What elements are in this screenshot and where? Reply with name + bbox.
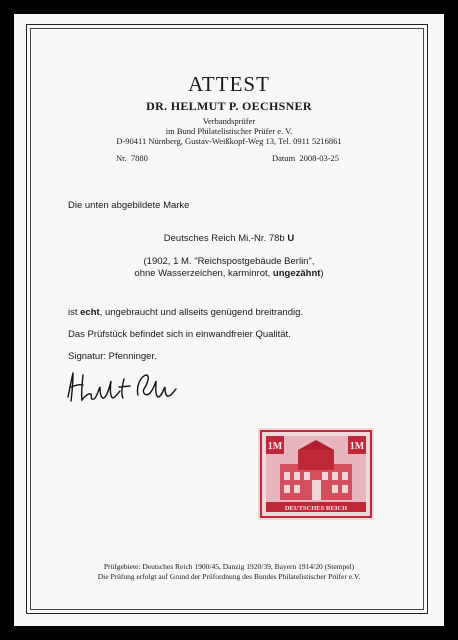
examiner-role: Verbandsprüfer [202,116,256,126]
stamp-denomination-right: 1M [349,441,365,452]
verdict-text [68,307,303,318]
date-label: Datum [272,153,296,163]
stamp-image [258,428,374,520]
signature-label: Signatur: Pfenninger. [68,351,157,362]
stamp-caption: DEUTSCHES REICH [284,505,348,512]
verdict-bold: echt [80,307,100,318]
certificate-date [272,153,339,163]
footer-line-2: Die Prüfung erfolgt auf Grund der Prüfordnung des Bundes Philatelistischer Prüfer e.V. [97,572,361,581]
stamp-catalog-number: Deutsches Reich Mi.-Nr. 78b [163,233,285,244]
certificate-title: ATTEST [188,72,270,96]
verdict-rest: , ungebraucht und allseits genügend breitrandig. [99,307,304,318]
number-label: Nr. [116,153,127,163]
footer-line-1: Prüfgebiete: Deutsches Reich 1900/45, Danzig 1920/39, Bayern 1914/20 (Stempel) [103,562,355,571]
stamp-denomination-left: 1M [267,441,283,452]
examiner-association: im Bund Philatelistischer Prüfer e. V. [165,126,293,136]
stamp-description-2 [0,268,458,279]
verdict-prefix: ist [68,307,78,318]
examiner-name: DR. HELMUT P. OECHSNER [146,99,312,113]
quality-text: Das Prüfstück befindet sich in einwandfreier Qualität. [68,329,291,340]
stamp-catalog-line [0,233,458,244]
stamp-description-2-bold: ungezähnt [272,268,321,279]
examiner-address: D-90411 Nürnberg, Gustav-Weißkopf-Weg 13, Tel. 0911 5216861 [116,136,342,146]
stamp-description-1: (1902, 1 M. "Reichspostgebäude Berlin", [143,256,315,267]
intro-text: Die unten abgebildete Marke [68,200,190,211]
certificate-number [116,153,148,163]
handwritten-signature [64,367,184,407]
stamp-catalog-suffix: U [287,233,295,244]
stamp-description-2-prefix: ohne Wasserzeichen, karminrot, [134,268,271,279]
stamp-description-2-suffix: ) [320,268,324,279]
number-value: 7880 [130,153,148,163]
date-value: 2008-03-25 [299,153,340,163]
